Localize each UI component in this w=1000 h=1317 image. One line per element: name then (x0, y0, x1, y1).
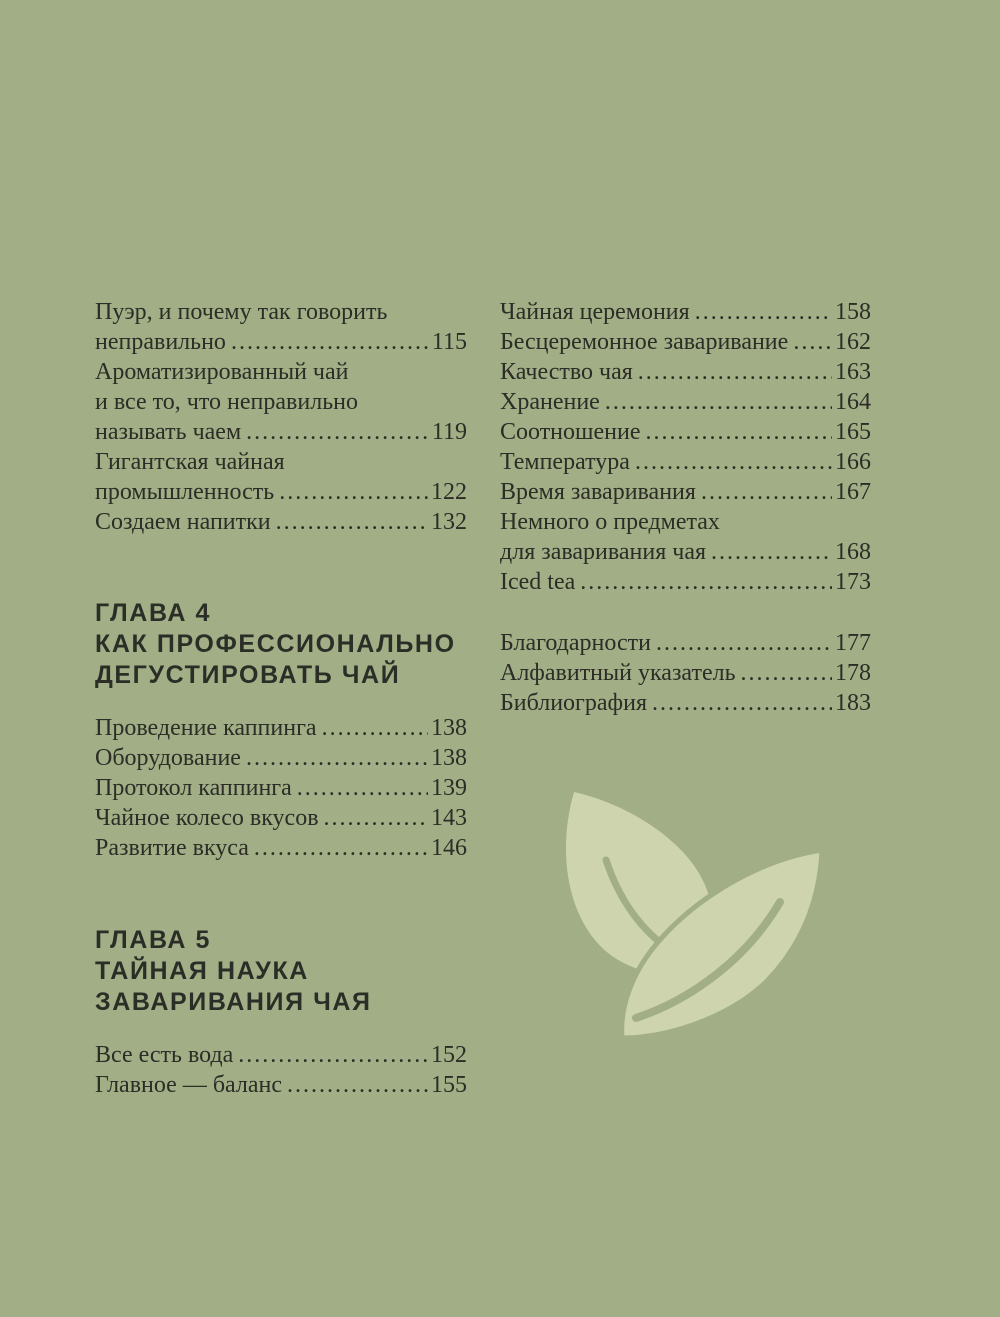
dot-leader (580, 567, 832, 597)
chapter-title-line: ДЕГУСТИРОВАТЬ ЧАЙ (95, 661, 401, 689)
toc-entry-title: Развитие вкуса (95, 835, 249, 861)
toc-column-right (500, 297, 871, 718)
dot-leader (635, 447, 832, 477)
toc-entry-title: Протокол каппинга (95, 775, 292, 801)
toc-entry (95, 447, 467, 507)
dot-leader (646, 417, 833, 447)
toc-entry (500, 507, 871, 567)
page-number: 163 (835, 359, 871, 385)
page-number: 122 (431, 479, 467, 505)
page-number: 167 (835, 479, 871, 505)
toc-entry (95, 833, 467, 863)
dot-leader (741, 658, 832, 688)
dot-leader (605, 387, 832, 417)
page-number: 138 (431, 715, 467, 741)
chapter-5-heading (95, 925, 467, 1018)
toc-entry-title: Все есть вода (95, 1042, 234, 1068)
toc-entry-title: Чайное колесо вкусов (95, 805, 319, 831)
toc-entry-title: Алфавитный указатель (500, 660, 736, 686)
dot-leader (297, 773, 428, 803)
toc-entry (95, 743, 467, 773)
toc-entry (95, 1040, 467, 1070)
chapter-title-line: ЗАВАРИВАНИЯ ЧАЯ (95, 988, 372, 1016)
page-number: 165 (835, 419, 871, 445)
toc-entry (95, 357, 467, 447)
toc-entry-title: Оборудование (95, 745, 241, 771)
page-number: 115 (431, 329, 467, 355)
chapter-title-line: ТАЙНАЯ НАУКА (95, 957, 309, 985)
toc-entry-title: Чайная церемония (500, 299, 690, 325)
chapter-number: ГЛАВА 5 (95, 926, 212, 954)
page-number: 146 (431, 835, 467, 861)
page-number: 183 (835, 690, 871, 716)
toc-entry-title: Библиография (500, 690, 647, 716)
toc-entry-wrap-line: Немного о предметах (500, 509, 720, 535)
dot-leader (638, 357, 832, 387)
page-number: 119 (431, 419, 467, 445)
page-number: 173 (835, 569, 871, 595)
page-number: 162 (835, 329, 871, 355)
toc-entry-title: Время заваривания (500, 479, 696, 505)
toc-entry-title: Главное — баланс (95, 1072, 283, 1098)
page-number: 164 (835, 389, 871, 415)
toc-entry-title: для заваривания чая (500, 539, 707, 565)
toc-entry (500, 417, 871, 447)
toc-entry-wrap-line: Гигантская чайная (95, 449, 285, 475)
toc-entry-title: Проведение каппинга (95, 715, 317, 741)
toc-entry-wrap-line: и все то, что неправильно (95, 389, 358, 415)
toc-entry (500, 327, 871, 357)
toc-entry-title: Благодарности (500, 630, 651, 656)
page-number: 152 (431, 1042, 467, 1068)
dot-leader (231, 327, 429, 357)
toc-entry (500, 688, 871, 718)
toc-entry-wrap-line: Пуэр, и почему так говорить (95, 299, 388, 325)
dot-leader (324, 803, 428, 833)
toc-entry (500, 447, 871, 477)
page-number: 139 (431, 775, 467, 801)
dot-leader (656, 628, 832, 658)
toc-entry-title: Создаем напитки (95, 509, 271, 535)
toc-entry (95, 713, 467, 743)
page-number: 143 (431, 805, 467, 831)
toc-entry-title: Iced tea (500, 569, 576, 595)
chapter-number: ГЛАВА 4 (95, 599, 212, 627)
page-number: 158 (835, 299, 871, 325)
dot-leader (322, 713, 428, 743)
dot-leader (238, 1040, 428, 1070)
page-number: 138 (431, 745, 467, 771)
toc-entry (500, 387, 871, 417)
toc-entry (95, 773, 467, 803)
page-number: 178 (835, 660, 871, 686)
toc-entry (95, 297, 467, 357)
toc-entry-wrap-line: Ароматизированный чай (95, 359, 349, 385)
page-number: 177 (835, 630, 871, 656)
dot-leader (701, 477, 832, 507)
toc-entry (500, 297, 871, 327)
toc-entry-title: Качество чая (500, 359, 633, 385)
dot-leader (652, 688, 832, 718)
toc-entry-title: промышленность (95, 479, 275, 505)
page-number: 155 (431, 1072, 467, 1098)
page-number: 168 (835, 539, 871, 565)
dot-leader (711, 537, 832, 567)
tea-leaves-icon (560, 784, 830, 1054)
dot-leader (254, 833, 428, 863)
toc-entry-title: называть чаем (95, 419, 242, 445)
dot-leader (276, 507, 428, 537)
dot-leader (695, 297, 832, 327)
toc-column-left (95, 297, 467, 1100)
dot-leader (279, 477, 428, 507)
dot-leader (793, 327, 832, 357)
page-number: 132 (431, 509, 467, 535)
toc-entry-title: Температура (500, 449, 630, 475)
chapter-title-line: КАК ПРОФЕССИОНАЛЬНО (95, 630, 456, 658)
toc-entry-title: Бесцеремонное заваривание (500, 329, 789, 355)
dot-leader (246, 417, 429, 447)
page-number: 166 (835, 449, 871, 475)
chapter-4-heading (95, 598, 467, 691)
toc-entry-title: Хранение (500, 389, 600, 415)
toc-entry (500, 477, 871, 507)
toc-entry (95, 1070, 467, 1100)
toc-entry (95, 507, 467, 537)
toc-entry (95, 803, 467, 833)
toc-entry (500, 628, 871, 658)
tea-leaves-graphic (560, 784, 830, 1054)
toc-entry (500, 658, 871, 688)
dot-leader (287, 1070, 428, 1100)
toc-entry-title: неправильно (95, 329, 226, 355)
toc-entry (500, 567, 871, 597)
toc-entry-title: Соотношение (500, 419, 641, 445)
dot-leader (246, 743, 428, 773)
toc-entry (500, 357, 871, 387)
